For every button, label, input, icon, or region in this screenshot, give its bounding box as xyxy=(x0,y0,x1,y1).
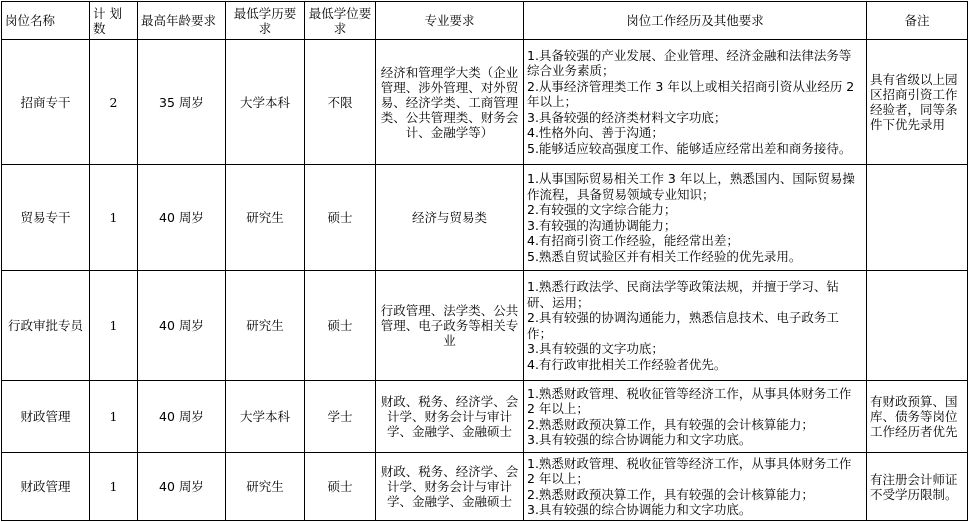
major-requirement: 经济与贸易类 xyxy=(376,165,524,271)
requirement-list xyxy=(527,171,863,264)
header-row xyxy=(2,2,968,40)
experience-requirements xyxy=(524,165,867,271)
requirement-item: 3.具有较强的综合协调能力和文字功底。 xyxy=(527,432,752,447)
min-degree: 硕士 xyxy=(305,271,376,381)
requirement-list xyxy=(527,48,863,157)
header-position: 岗位名称 xyxy=(2,2,90,40)
position-name: 财政管理 xyxy=(2,381,90,453)
min-education: 大学本科 xyxy=(226,381,305,453)
requirement-item: 5.能够适应较高强度工作、能够适应经常出差和商务接待。 xyxy=(527,140,852,156)
requirement-list xyxy=(527,279,863,372)
table-row xyxy=(2,381,968,453)
min-education: 研究生 xyxy=(226,271,305,381)
requirement-item: 1.具备较强的产业发展、企业管理、经济金融和法律法务等综合业务素质； xyxy=(527,47,852,79)
table-row xyxy=(2,453,968,521)
requirement-item: 1.熟悉财政管理、税收征管等经济工作，从事具体财务工作 2 年以上； xyxy=(527,385,852,416)
max-age: 35 周岁 xyxy=(138,40,226,165)
experience-requirements xyxy=(524,271,867,381)
major-requirement: 行政管理、法学类、公共管理、电子政务等相关专业 xyxy=(376,271,524,381)
position-name: 招商专干 xyxy=(2,40,90,165)
major-requirement: 经济和管理学大类（企业管理、涉外管理、对外贸易、经济学类、工商管理类、公共管理类、财务会计、金融学等） xyxy=(376,40,524,165)
max-age: 40 周岁 xyxy=(138,453,226,521)
position-name: 行政审批专员 xyxy=(2,271,90,381)
min-degree: 硕士 xyxy=(305,165,376,271)
header-major: 专业要求 xyxy=(376,2,524,40)
requirement-item: 3.具有较强的文字功底； xyxy=(527,341,664,356)
table-row xyxy=(2,165,968,271)
planned-count: 1 xyxy=(90,165,138,271)
remarks xyxy=(867,271,968,381)
requirement-list xyxy=(527,456,863,518)
requirement-item: 2.从事经济管理类工作 3 年以上或相关招商引资从业经历 2 年以上； xyxy=(527,78,855,110)
header-education: 最低学历要求 xyxy=(226,2,305,40)
remarks: 有财政预算、国库、债务等岗位工作经历者优先 xyxy=(867,381,968,453)
header-count: 计 划数 xyxy=(90,2,138,40)
major-requirement: 财政、税务、经济学、会计学、财务会计与审计学、金融学、金融硕士 xyxy=(376,381,524,453)
table-row xyxy=(2,40,968,165)
requirement-item: 2.熟悉财政预决算工作，具有较强的会计核算能力； xyxy=(527,486,814,502)
requirement-item: 2.有较强的文字综合能力； xyxy=(527,202,677,217)
experience-requirements xyxy=(524,40,867,165)
max-age: 40 周岁 xyxy=(138,165,226,271)
min-degree: 硕士 xyxy=(305,453,376,521)
header-degree: 最低学位要求 xyxy=(305,2,376,40)
requirement-item: 4.有招商引资工作经验，能经常出差； xyxy=(527,233,739,248)
remarks: 具有省级以上园区招商引资工作经验者，同等条件下优先录用 xyxy=(867,40,968,165)
requirement-item: 1.从事国际贸易相关工作 3 年以上，熟悉国内、国际贸易操作流程，具备贸易领域专业知识； xyxy=(527,171,855,202)
planned-count: 1 xyxy=(90,381,138,453)
requirement-item: 3.具备较强的经济类材料文字功底； xyxy=(527,109,727,125)
header-notes: 备注 xyxy=(867,2,968,40)
requirement-list xyxy=(527,386,863,448)
min-degree: 学士 xyxy=(305,381,376,453)
requirement-item: 1.熟悉财政管理、税收征管等经济工作，从事具体财务工作 2 年以上； xyxy=(527,455,852,486)
requirement-item: 1.熟悉行政法学、民商法学等政策法规，并擅于学习、钻研、运用； xyxy=(527,279,839,310)
major-requirement: 财政、税务、经济学、会计学、财务会计与审计学、金融学、金融硕士 xyxy=(376,453,524,521)
remarks: 有注册会计师证不受学历限制。 xyxy=(867,453,968,521)
min-education: 研究生 xyxy=(226,165,305,271)
remarks xyxy=(867,165,968,271)
planned-count: 2 xyxy=(90,40,138,165)
requirement-item: 2.熟悉财政预决算工作，具有较强的会计核算能力； xyxy=(527,416,814,432)
requirement-item: 3.具有较强的综合协调能力和文字功底。 xyxy=(527,502,752,517)
min-education: 大学本科 xyxy=(226,40,305,165)
min-education: 研究生 xyxy=(226,453,305,521)
position-name: 贸易专干 xyxy=(2,165,90,271)
position-name: 财政管理 xyxy=(2,453,90,521)
header-experience: 岗位工作经历及其他要求 xyxy=(524,2,867,40)
planned-count: 1 xyxy=(90,453,138,521)
min-degree: 不限 xyxy=(305,40,376,165)
requirement-item: 4.性格外向、善于沟通； xyxy=(527,125,664,141)
max-age: 40 周岁 xyxy=(138,271,226,381)
experience-requirements xyxy=(524,453,867,521)
requirement-item: 4.有行政审批相关工作经验者优先。 xyxy=(527,356,727,372)
header-age: 最高年龄要求 xyxy=(138,2,226,40)
table-row xyxy=(2,271,968,381)
experience-requirements xyxy=(524,381,867,453)
requirement-item: 3.有较强的沟通协调能力； xyxy=(527,217,677,233)
max-age: 40 周岁 xyxy=(138,381,226,453)
planned-count: 1 xyxy=(90,271,138,381)
requirement-item: 2.具有较强的协调沟通能力，熟悉信息技术、电子政务工作； xyxy=(527,310,839,341)
recruitment-table xyxy=(1,1,968,521)
requirement-item: 5.熟悉自贸试验区并有相关工作经验的优先录用。 xyxy=(527,248,802,264)
